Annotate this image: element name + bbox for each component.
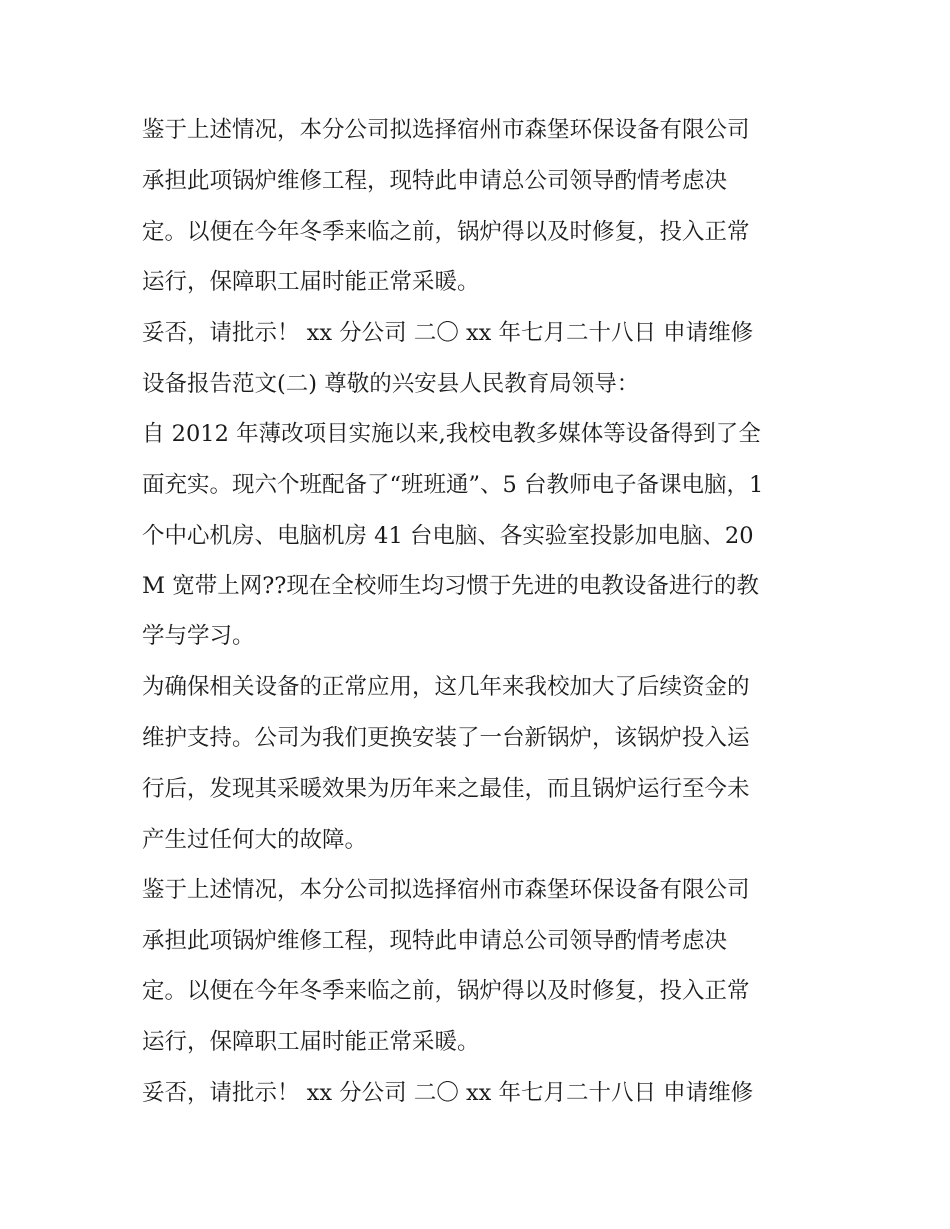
text-line: 行后，发现其采暖效果为历年来之最佳，而且锅炉运行至今未	[142, 776, 750, 802]
text-line: 个中心机房、电脑机房 41 台电脑、各实验室投影加电脑、20	[142, 523, 754, 549]
text-line: 设备报告范文(二) 尊敬的兴安县人民教育局领导：	[142, 371, 640, 397]
text-line: 鉴于上述情况，本分公司拟选择宿州市森堡环保设备有限公司	[142, 877, 750, 903]
text-line: 承担此项锅炉维修工程，现特此申请总公司领导酌情考虑决	[142, 928, 728, 954]
text-line: 妥否，请批示！ xx 分公司 二〇 xx 年七月二十八日 申请维修	[142, 1080, 754, 1106]
text-line: 产生过任何大的故障。	[142, 827, 368, 853]
text-line: 学与学习。	[142, 623, 255, 649]
text-line: M 宽带上网??现在全校师生均习惯于先进的电教设备进行的教	[142, 573, 759, 599]
text-line: 鉴于上述情况，本分公司拟选择宿州市森堡环保设备有限公司	[142, 117, 750, 143]
text-line: 运行，保障职工届时能正常采暖。	[142, 1029, 480, 1055]
text-line: 自 2012 年薄改项目实施以来,我校电教多媒体等设备得到了全	[142, 421, 761, 447]
text-line: 面充实。现六个班配备了“班班通”、5 台教师电子备课电脑，1	[142, 472, 764, 498]
text-line: 妥否，请批示！ xx 分公司 二〇 xx 年七月二十八日 申请维修	[142, 320, 754, 346]
text-line: 定。以便在今年冬季来临之前，锅炉得以及时修复，投入正常	[142, 978, 750, 1004]
text-line: 承担此项锅炉维修工程，现特此申请总公司领导酌情考虑决	[142, 168, 728, 194]
text-line: 维护支持。公司为我们更换安装了一台新锅炉，该锅炉投入运	[142, 725, 750, 751]
text-line: 定。以便在今年冬季来临之前，锅炉得以及时修复，投入正常	[142, 219, 750, 245]
text-line: 为确保相关设备的正常应用，这几年来我校加大了后续资金的	[142, 674, 750, 700]
text-line: 运行，保障职工届时能正常采暖。	[142, 269, 480, 295]
